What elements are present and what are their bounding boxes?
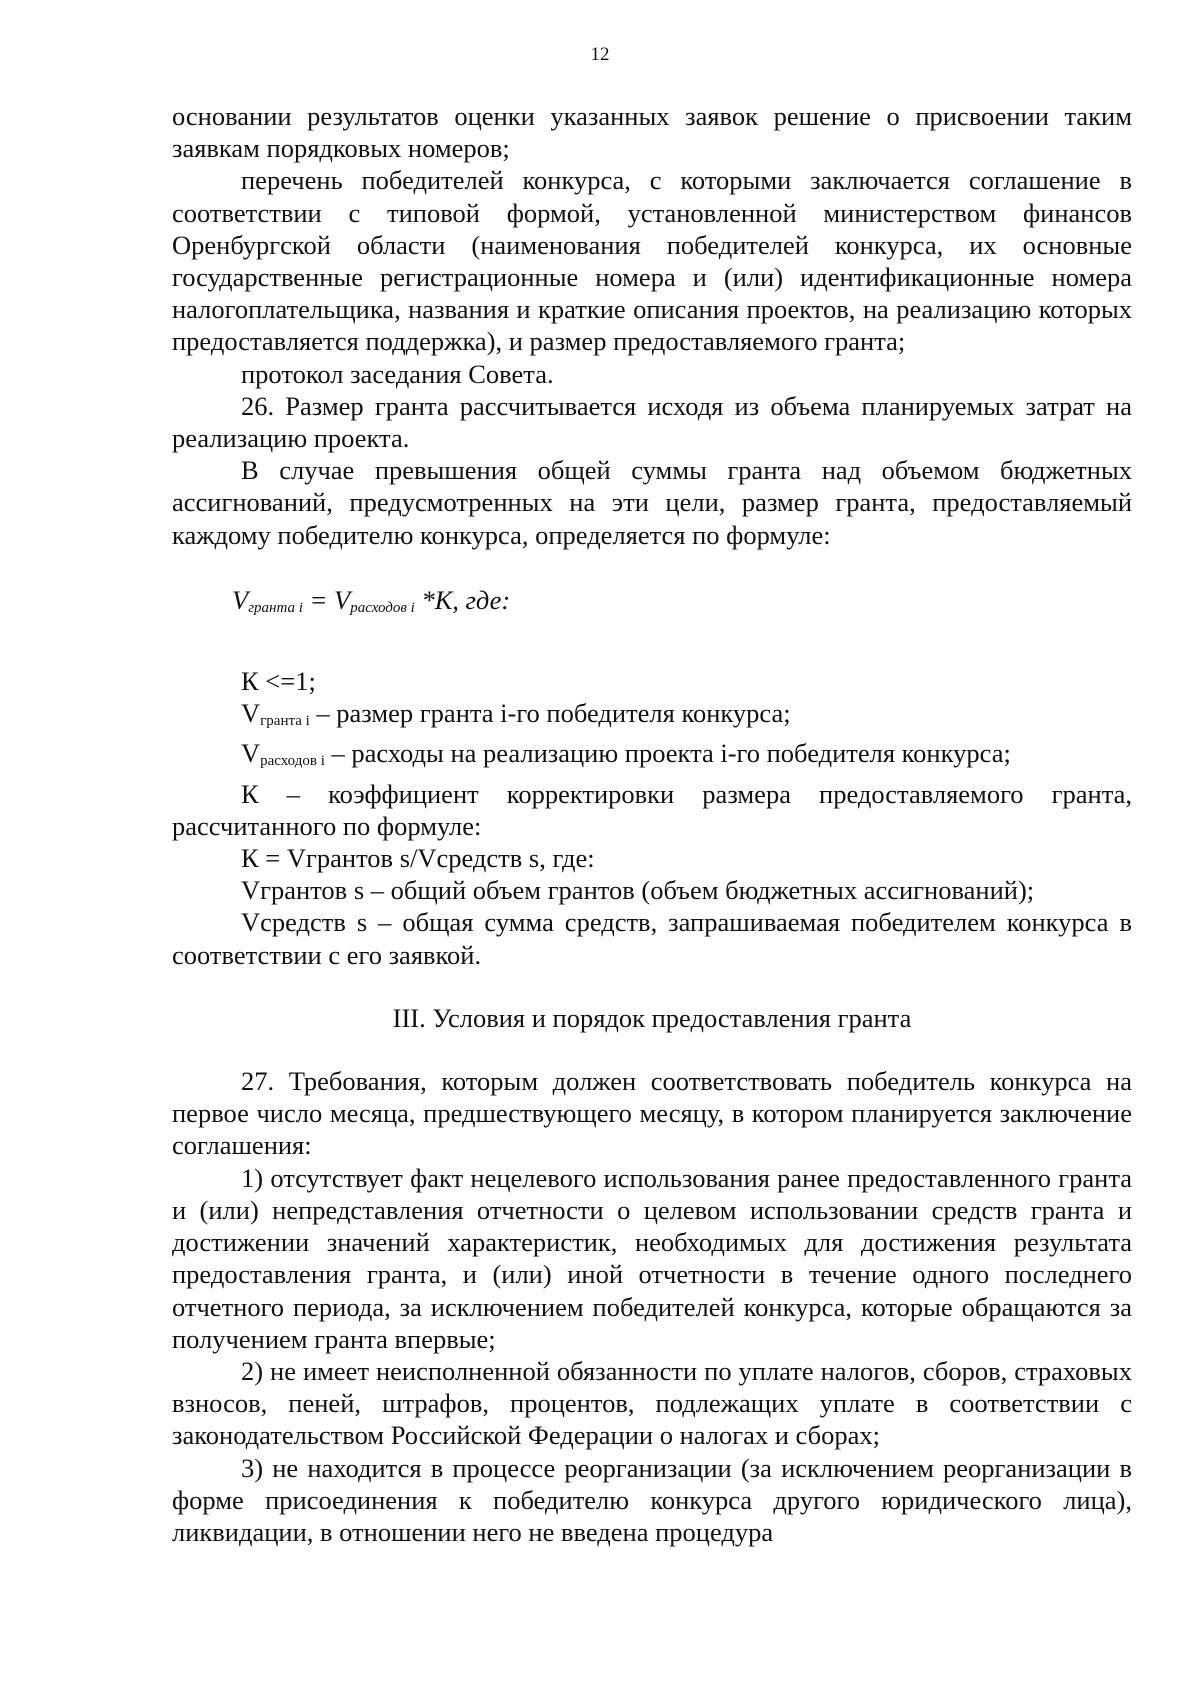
def-v-grant [172,697,1132,737]
document-body [172,100,1132,1548]
paragraph-winners-list: перечень победителей конкурса, с которыми заключается соглашение в соответствии с типовой формой, установленной министерством финансов Оренбургской области (наименования победителей конкурса, их основные государственные регистрационные номера и (или) идентификационные номера налогоплательщика, названия и краткие описания проектов, на реализацию которых предоставляется поддержка), и размер предоставляемого гранта; [172,165,1132,357]
grant-formula [172,584,1132,624]
def-v-grant-main: V [241,698,261,729]
k-formula: К = Vгрантов s/Vсредств s, где: [241,843,595,874]
formula-sub1: гранта i [248,599,303,616]
paragraph-27: 27. Требования, которым должен соответствовать победитель конкурса на первое число месяца, предшествующего месяцу, в котором планируется заключение соглашения: [172,1066,1132,1161]
paragraph-excess-case: В случае превышения общей суммы гранта над объемом бюджетных ассигнований, предусмотренных на эти цели, размер гранта, предоставляемый каждому победителю конкурса, определяется по формуле: [172,455,1132,550]
section-heading: III. Условия и порядок предоставления гранта [392,1002,912,1033]
def-v-exp-sub: расходов i [260,753,325,770]
requirement-2: 2) не имеет неисполненной обязанности по уплате налогов, сборов, страховых взносов, пеней, штрафов, процентов, подлежащих уплате в соответствии с законодательством Российской Федерации о налогах и сборах; [172,1355,1132,1451]
paragraph-protocol: протокол заседания Совета. [241,358,554,389]
def-v-grant-sub: гранта i [260,713,310,730]
requirement-3: 3) не находится в процессе реорганизации (за исключением реорганизации в форме присоединения к победителю конкурса другого юридического лица), ликвидации, в отношении него не введена процедура [172,1452,1132,1547]
formula-sub2: расходов i [350,599,415,616]
def-k: К – коэффициент корректировки размера предоставляемого гранта, рассчитанного по формуле: [172,778,1132,841]
paragraph-continuation: основании результатов оценки указанных заявок решение о присвоении таким заявкам порядковых номеров; [172,101,1132,164]
paragraph-26: 26. Размер гранта рассчитывается исходя из объема планируемых затрат на реализацию проекта. [172,390,1132,454]
def-v-expenses [172,737,1132,777]
formula-mid: = V [302,584,351,615]
def-v-exp-main: V [241,738,261,769]
formula-v1: V [232,584,249,615]
requirement-1: 1) отсутствует факт нецелевого использования ранее предоставленного гранта и (или) непредставления отчетности о целевом использовании средств гранта и достижении значений характеристик, необходимых для достижения результата предоставления гранта, и (или) иной отчетности в течение одного последнего отчетного периода, за исключением победителей конкурса, которые обращаются за получением гранта впервые; [172,1162,1132,1354]
def-v-funds-s: Vсредств s – общая сумма средств, запрашиваемая победителем конкурса в соответствии с его заявкой. [172,907,1132,970]
formula-tail: *К, где: [414,584,511,615]
def-v-exp-text: – расходы на реализацию проекта i-го победителя конкурса; [324,738,1011,769]
k-condition: К <=1; [241,666,316,697]
def-v-grant-text: – размер гранта i-го победителя конкурса; [309,698,791,729]
def-v-grants-s: Vгрантов s – общий объем грантов (объем бюджетных ассигнований); [241,875,1035,906]
page-number: 12 [590,44,610,65]
